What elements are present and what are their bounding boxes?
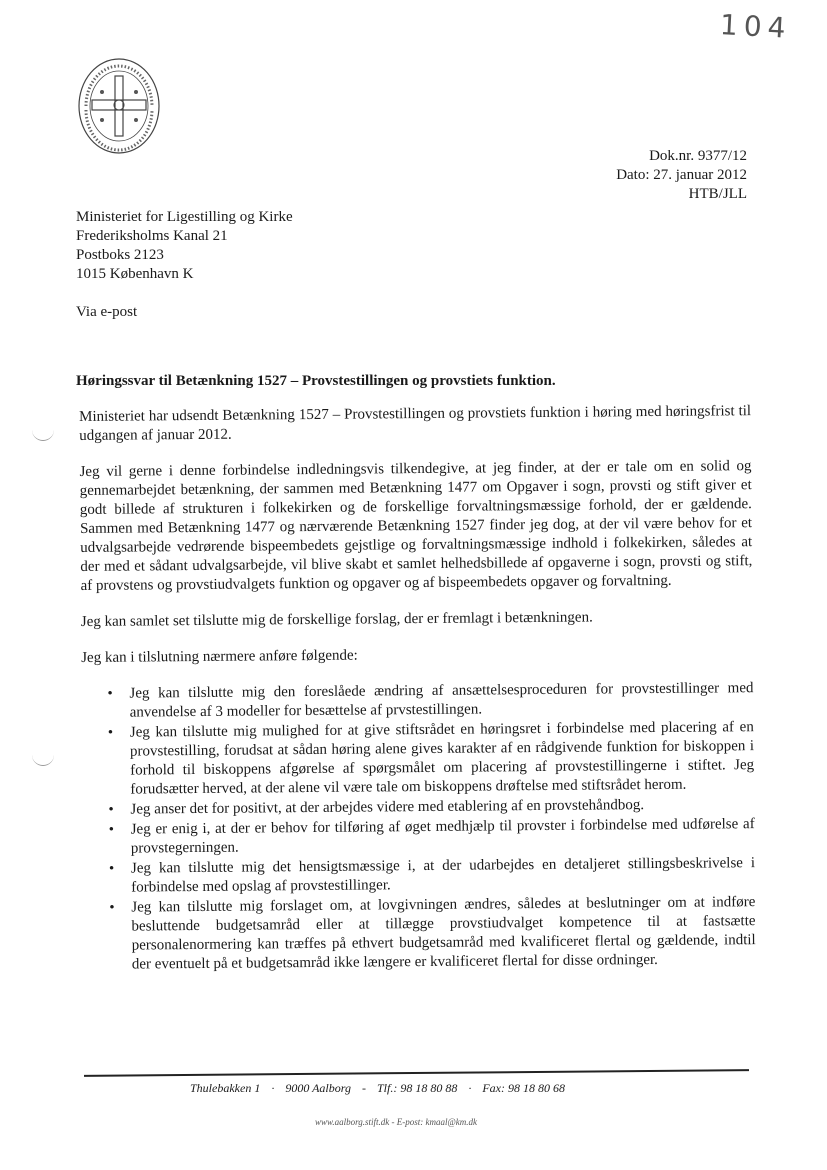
bullet-icon: • (108, 860, 115, 877)
list-item (109, 893, 756, 974)
footer-web (315, 1117, 477, 1127)
document-date: Dato: 27. januar 2012 (616, 167, 747, 183)
footer-fax: Fax: 98 18 80 68 (482, 1081, 565, 1095)
document-info (616, 147, 747, 204)
diocese-seal-icon (76, 56, 162, 156)
list-item-text: Jeg kan tilslutte mig den foreslåede ændring af ansættelsesproceduren for provstestillinger med anvendelse af 3 modeller for besættelse af prvstestillingen. (129, 680, 754, 721)
document-number: Dok.nr. 9377/12 (649, 148, 747, 164)
recipient-line: Frederiksholms Kanal 21 (76, 228, 228, 244)
recipient-line: 1015 København K (76, 266, 194, 282)
paragraph: Ministeriet har udsendt Betænkning 1527 – Provstestillingen og provstiets funktion i høring med høringsfrist til udgangen af januar 2012. (79, 403, 752, 444)
handwritten-page-number: 104 (719, 8, 793, 45)
footer-separator: · (271, 1081, 275, 1095)
list-item-text: Jeg er enig i, at der er behov for tilføring af øget medhjælp til provster i forbindelse med udførelse af provstegerningen. (130, 816, 755, 857)
bullet-icon: • (107, 685, 113, 702)
footer-phone: Tlf.: 98 18 80 88 (376, 1081, 458, 1095)
list-item (108, 815, 755, 858)
footer-contact (190, 1081, 750, 1096)
punch-hole-mark (32, 755, 54, 766)
bullet-icon: • (108, 801, 114, 818)
letter-subject: Høringssvar til Betænkning 1527 – Provstestillingen og provstiets funktion. (76, 373, 556, 389)
delivery-method: Via e-post (76, 304, 138, 320)
bullet-icon: • (107, 724, 114, 741)
list-item-text: Jeg kan tilslutte mig mulighed for at give stiftsrådet en høringsret i forbindelse med placering af en provstestilling, forudsat at sådan høring alene gives karakter af en rådgivende funktion for biskoppen i forhold til biskoppens afgørelse af spørgsmålet om placering af provstestillingerne i stiftet. Jeg forudsætter herved, at der alene vil være tale om biskoppens drøftelse med stiftsrådet herom. (129, 719, 755, 798)
list-item (107, 679, 754, 722)
footer-city: 9000 Aalborg (285, 1081, 351, 1095)
list-item-text: Jeg anser det for positivt, at der arbejdes videre med etablering af en provstehåndbog. (130, 797, 645, 818)
footer-email: E-post: kmaal@km.dk (396, 1117, 478, 1127)
bullet-icon: • (109, 899, 115, 916)
footer-address: Thulebakken 1 (190, 1081, 261, 1095)
bullet-icon: • (108, 821, 115, 838)
footer-website: www.aalborg.stift.dk (315, 1117, 390, 1127)
document-initials: HTB/JLL (688, 186, 747, 202)
recipient-address (76, 208, 293, 284)
paragraph: Jeg kan samlet set tilslutte mig de forskellige forslag, der er fremlagt i betænkningen. (80, 609, 593, 630)
footer-divider (84, 1069, 749, 1077)
paragraph: Jeg vil gerne i denne forbindelse indledningsvis tilkendegive, at jeg finder, at der er tale om en solid og gennemarbejdet betænkning, der sammen med Betænkning 1477 om Opgaver i sogn, provsti og stift giver et godt billede af strukturen i folkekirken og de forskellige forvaltningsmæssige forhold, der er gældende. Sammen med Betænkning 1477 og nærværende Betænkning 1527 finder jeg dog, at der vil være behov for et udvalgsarbejde vedrørende bispeembedets gejstlige og forvaltningsmæssige indhold i folkekirken, således at der med et sådant udvalgsarbejde, vil blive skabt et samlet helhedsbillede af opgaverne i sogn, provsti og stift, af provstens og provstiudvalgets funktion og opgaver og af bispeembedets opgaver og forvaltning. (79, 458, 753, 594)
list-item (107, 718, 755, 799)
letter-body (79, 402, 756, 976)
footer-separator: · (468, 1081, 472, 1095)
footer-separator: - (361, 1081, 366, 1095)
recipient-line: Ministeriet for Ligestilling og Kirke (76, 209, 293, 225)
list-item (108, 854, 756, 897)
list-item-text: Jeg kan tilslutte mig forslaget om, at lovgivningen ændres, således at beslutninger om at indføre besluttende budgetsamråd eller at tillægge provstiudvalget kompetence til at fastsætte personalenormering kan træffes på ethvert budgetsamråd med kvalificeret flertal og gældende, indtil der eventuelt på et budgetsamråd ikke længere er kvalificeret flertal for disse ordninger. (131, 894, 756, 973)
list-item-text: Jeg kan tilslutte mig det hensigtsmæssige i, at der udarbejdes en detaljeret stillingsbeskrivelse i forbindelse med opslag af provstestillinger. (130, 855, 756, 896)
punch-hole-mark (32, 430, 54, 441)
recipient-line: Postboks 2123 (76, 247, 164, 263)
paragraph: Jeg kan i tilslutning nærmere anføre følgende: (81, 647, 358, 666)
footer-separator: - (391, 1117, 395, 1127)
bullet-list (81, 679, 756, 975)
